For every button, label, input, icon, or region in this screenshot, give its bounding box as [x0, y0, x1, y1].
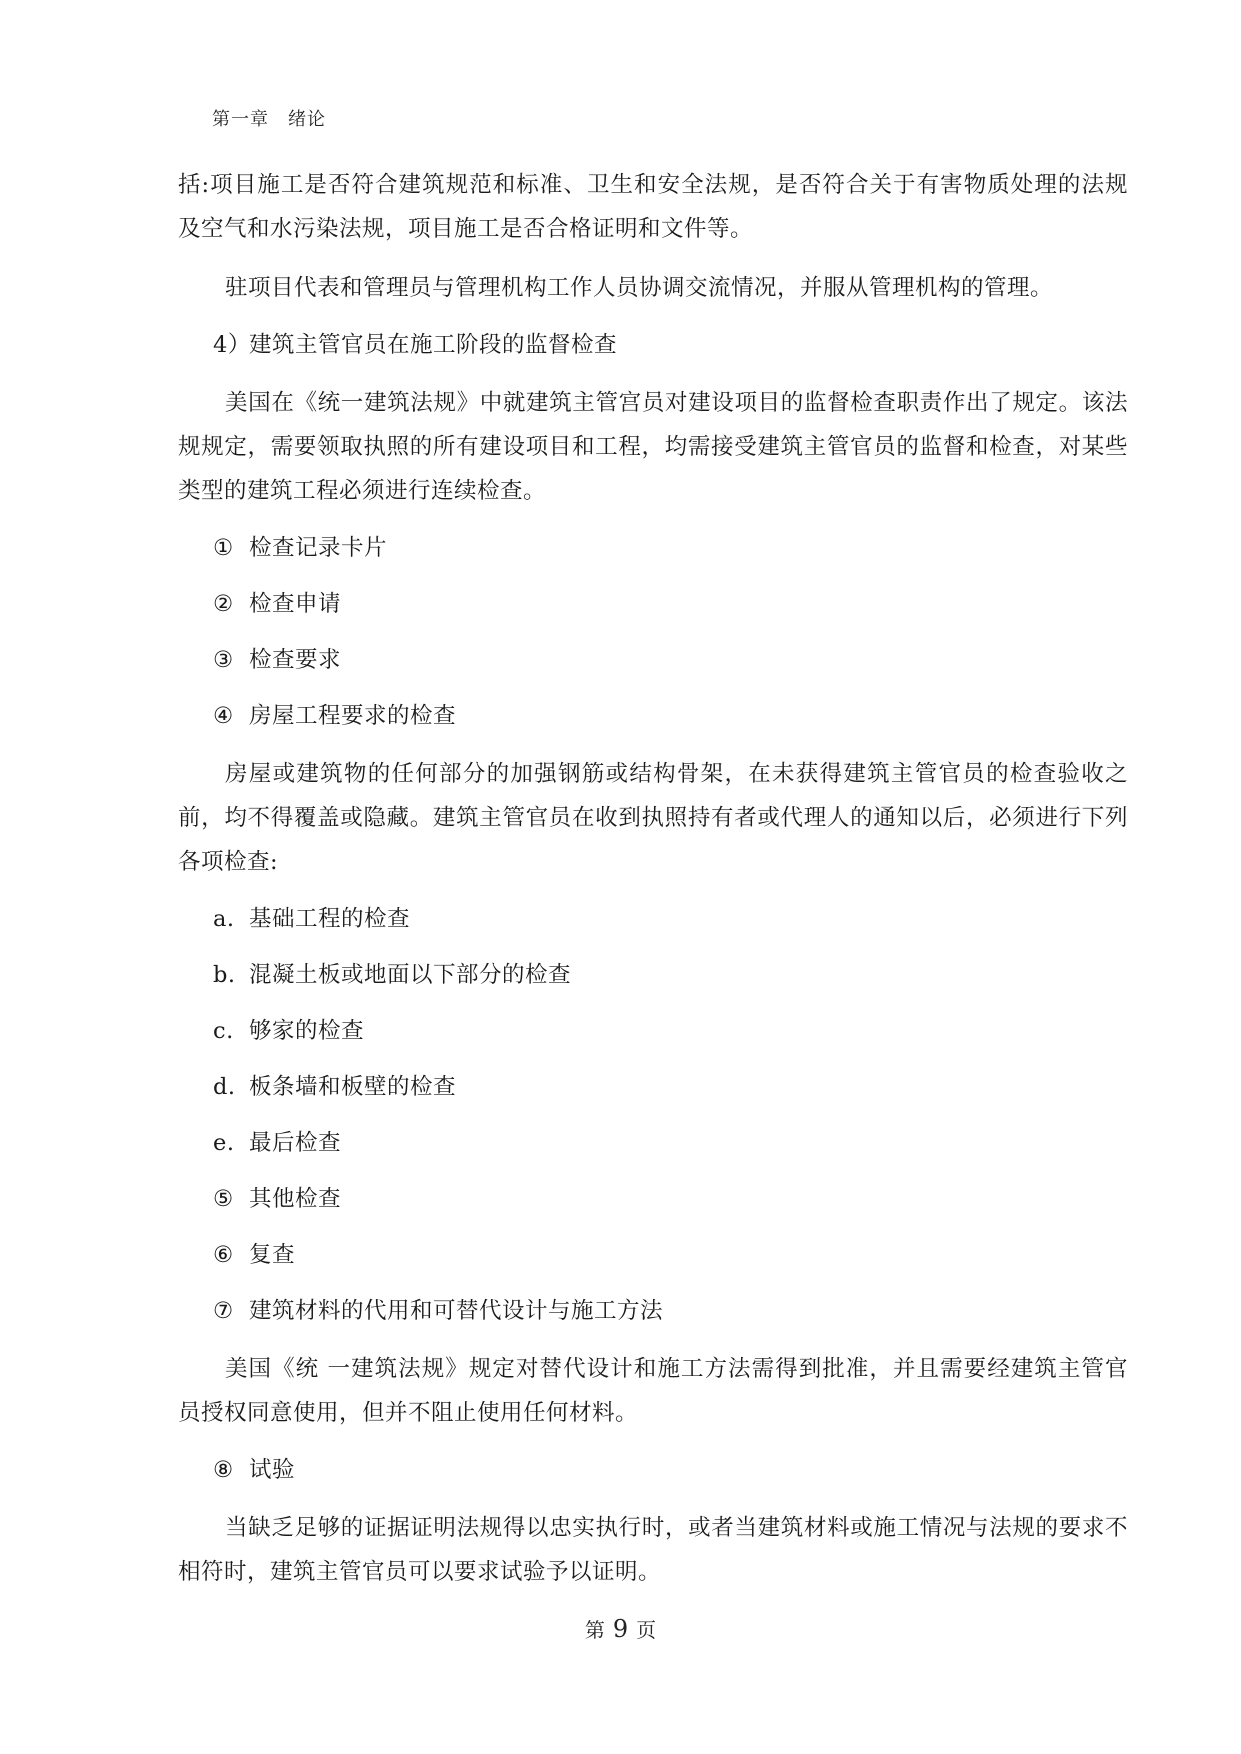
list-item	[213, 1179, 1128, 1220]
list-item-text: 板条墙和板壁的检查	[249, 1074, 457, 1100]
list-marker: d.	[213, 1074, 236, 1100]
list-item-text: 检查记录卡片	[249, 535, 388, 561]
list-marker: ①	[213, 535, 234, 561]
list-marker: b.	[213, 962, 236, 988]
page-footer	[0, 1614, 1241, 1643]
list-item	[213, 696, 1128, 737]
paragraph-3: 美国在《统一建筑法规》中就建筑主管宫员对建设项目的监督检查职责作出了规定。该法规规定，需要领取执照的所有建设项目和工程，均需接受建筑主管官员的监督和检查，对某些类型的建筑工程必须进行连续检查。	[178, 390, 1128, 504]
list-item	[213, 1011, 1128, 1052]
list-item-text: 其他检查	[249, 1186, 342, 1212]
list-item-text: 检查申请	[249, 591, 342, 617]
paragraph-4: 房屋或建筑物的任何部分的加强钢筋或结构骨架，在未获得建筑主管官员的检查验收之前，均不得覆盖或隐藏。建筑主管官员在收到执照持有者或代理人的通知以后，必须进行下列各项检查:	[178, 761, 1128, 875]
list-marker: c.	[213, 1018, 234, 1044]
list-item	[213, 955, 1128, 996]
page-body	[178, 163, 1128, 1609]
list-marker: ⑤	[213, 1186, 234, 1212]
list-marker: ④	[213, 703, 234, 729]
chapter-header: 第一章 绪论	[212, 109, 326, 130]
paragraph-6: 当缺乏足够的证据证明法规得以忠实执行时，或者当建筑材料或施工情况与法规的要求不相符时，建筑主管官员可以要求试验予以证明。	[178, 1515, 1128, 1585]
list-item-text: 建筑主管官员在施工阶段的监督检查	[249, 332, 618, 358]
list-marker: a.	[213, 906, 235, 932]
list-item-text: 检查要求	[249, 647, 342, 673]
list-item	[213, 640, 1128, 681]
list-item	[213, 1291, 1128, 1332]
list-item-text: 混凝土板或地面以下部分的检查	[249, 962, 572, 988]
paragraph-1: 括:项目施工是否符合建筑规范和标准、卫生和安全法规，是否符合关于有害物质处理的法规及空气和水污染法规，项目施工是否合格证明和文件等。	[178, 172, 1128, 242]
list-marker: ⑧	[213, 1457, 234, 1483]
list-item-text: 够家的检查	[249, 1018, 365, 1044]
list-item-text: 复查	[249, 1242, 296, 1268]
list-marker: ③	[213, 647, 234, 673]
list-marker: ⑥	[213, 1242, 234, 1268]
page-label-suffix: 页	[636, 1618, 657, 1642]
list-item	[213, 1067, 1128, 1108]
list-item	[213, 1123, 1128, 1164]
list-item-text: 试验	[249, 1457, 296, 1483]
section-heading-4	[213, 325, 1128, 366]
list-marker: ⑦	[213, 1298, 234, 1324]
list-marker: e.	[213, 1130, 235, 1156]
page-label-prefix: 第	[584, 1618, 605, 1642]
paragraph-5: 美国《统 一建筑法规》规定对替代设计和施工方法需得到批准，并且需要经建筑主管官员授权同意使用，但并不阻止使用任何材料。	[178, 1356, 1128, 1426]
list-item-text: 房屋工程要求的检查	[249, 703, 457, 729]
list-item	[213, 899, 1128, 940]
page-number: 9	[612, 1615, 629, 1643]
list-marker: ②	[213, 591, 234, 617]
list-item	[213, 584, 1128, 625]
list-item-text: 建筑材料的代用和可替代设计与施工方法	[249, 1298, 664, 1324]
paragraph-2: 驻项目代表和管理员与管理机构工作人员协调交流情况，并服从管理机构的管理。	[225, 275, 1054, 301]
list-item-text: 基础工程的检查	[249, 906, 411, 932]
list-item-text: 最后检查	[249, 1130, 342, 1156]
list-marker: 4）	[213, 332, 251, 358]
list-item	[213, 1235, 1128, 1276]
list-item	[213, 1450, 1128, 1491]
list-item	[213, 528, 1128, 569]
